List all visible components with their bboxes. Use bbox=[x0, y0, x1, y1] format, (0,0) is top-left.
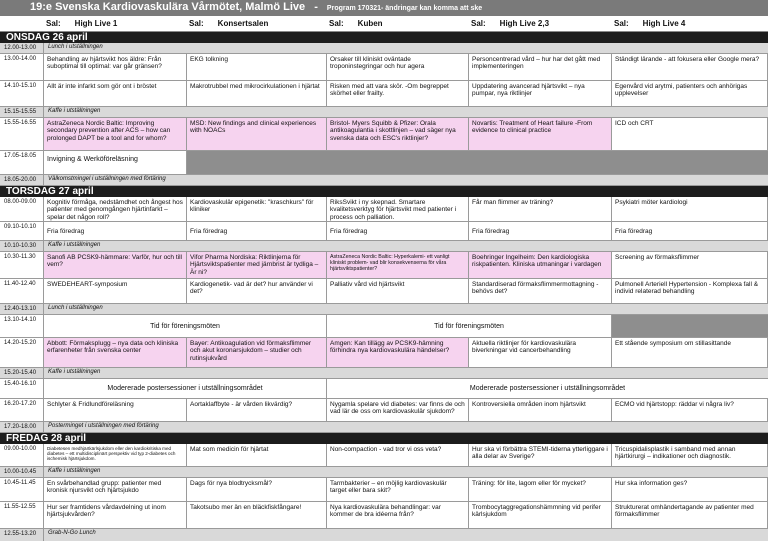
session-cell: Tricuspidalisplastik i samband med annan hjärtkirurgi – indikationer och diagnostik. bbox=[612, 444, 768, 466]
session-row bbox=[0, 222, 768, 241]
time-slot: 14.10-15.10 bbox=[0, 81, 44, 106]
session-cell: RiksSvikt i ny skepnad. Smartare kvalitetsverktyg för hjärtsvikt med patienter i process och palliation. bbox=[327, 197, 469, 221]
session-cell: Behandling av hjärtsvikt hos äldre: Från suboptimal till optimal: var går gränsen? bbox=[44, 54, 187, 80]
session-cell: Hur ser framtidens vårdavdelning ut inom hjärtsjukvården? bbox=[44, 502, 187, 528]
session-cell: Nygamla spelare vid diabetes: var finns de och vad lär de oss om kardiovaskulär sjukdom? bbox=[327, 399, 469, 421]
page-subtitle: Program 170321- ändringar kan komma att ske bbox=[326, 5, 483, 12]
time-slot: 16.20-17.20 bbox=[0, 399, 44, 421]
session-row bbox=[0, 478, 768, 502]
room-header-4: Sal: High Live 2,3 bbox=[471, 19, 550, 28]
session-cell: Fria föredrag bbox=[187, 222, 327, 240]
session-cell: Trombocytaggregationshämmning vid perifer kärlsjukdom bbox=[469, 502, 612, 528]
session-row bbox=[0, 81, 768, 107]
session-cell: SWEDEHEART-symposium bbox=[44, 279, 187, 303]
sponsored-session-cell: AstraZeneca Nordic Baltic: Improving secondary prevention after ACS – how can prolonged DAPT be a tool and for whom? bbox=[44, 118, 187, 150]
time-slot: 13.10-14.10 bbox=[0, 315, 44, 337]
session-cell: Pulmonell Arteriell Hypertension - Komplexa fall & individ relaterad behandling bbox=[612, 279, 768, 303]
session-cell: Kognitiv förmåga, nedstämdhet och ångest hos patienter med genomgången hjärtinfarkt – spelar det någon roll? bbox=[44, 197, 187, 221]
break-row bbox=[0, 422, 768, 433]
break-label: Kaffe i utställningen bbox=[48, 108, 101, 114]
session-cell: Standardiserad förmaksflimmermottagning - behövs det? bbox=[469, 279, 612, 303]
time-slot: 11.55-12.55 bbox=[0, 502, 44, 528]
time-slot: 15.55-16.55 bbox=[0, 118, 44, 150]
session-cell: Strukturerat omhändertagande av patienter med förmaksflimmer bbox=[612, 502, 768, 528]
sponsored-session-cell: Bristol- Myers Squibb & Pfizer: Orala antikoagulantia i skottlinjen – vad säger nya svenska data och ESC's riktlinjer? bbox=[327, 118, 469, 150]
day-friday: FREDAG 28 april bbox=[0, 433, 768, 444]
session-cell: Allt är inte infarkt som gör ont i bröstet bbox=[44, 81, 187, 106]
time-slot: 09.00-10.00 bbox=[0, 444, 44, 466]
break-row bbox=[0, 467, 768, 478]
time-slot: 10.45-11.45 bbox=[0, 478, 44, 501]
session-cell: En svårbehandlad grupp: patienter med kronisk njursvikt och hjärtsjukdo bbox=[44, 478, 187, 501]
session-row bbox=[0, 444, 768, 467]
session-cell: Risken med att vara skör. -Om begreppet skörhet eller frailty. bbox=[327, 81, 469, 106]
day-wednesday: ONSDAG 26 april bbox=[0, 32, 768, 43]
session-cell: Invigning & Werköföreläsning bbox=[44, 151, 187, 174]
break-row bbox=[0, 241, 768, 252]
spanning-session: Modererade postersessioner i utställningsområdet bbox=[469, 385, 626, 392]
session-cell: Egenvård vid arytmi, patienters och anhörigas upplevelser bbox=[612, 81, 768, 106]
session-cell: Hur ska information ges? bbox=[612, 478, 768, 501]
break-label: Kaffe i utställningen bbox=[48, 369, 101, 375]
break-label: Posterminget i utställningen med förtäring bbox=[48, 423, 159, 429]
session-row bbox=[0, 151, 768, 175]
spanning-session: Modererade postersessioner i utställningsområdet bbox=[44, 379, 327, 398]
session-cell: Tarmbakterier – en möjlig kardiovaskulär target eller bara skit? bbox=[327, 478, 469, 501]
session-cell: Uppdatering avancerad hjärtsvikt – nya pumpar, nya riktlinjer bbox=[469, 81, 612, 106]
session-cell: Dags för nya blodtrycksmål? bbox=[187, 478, 327, 501]
time-slot: 08.00-09.00 bbox=[0, 197, 44, 221]
session-cell: EKG tolkning bbox=[187, 54, 327, 80]
time-slot: 17.20-18.00 bbox=[0, 422, 44, 432]
session-cell: Fria föredrag bbox=[612, 222, 768, 240]
time-slot: 18.05-20.00 bbox=[0, 175, 44, 185]
session-cell: Kardiovaskulär epigenetik: "kraschkurs" för kliniker bbox=[187, 197, 327, 221]
session-cell: Fria föredrag bbox=[469, 222, 612, 240]
room-header-row bbox=[0, 16, 768, 32]
sponsored-session-cell: Bayer: Antikoagulation vid förmaksflimmer och akut koronarsjukdom – studier och rutinsjukvård bbox=[187, 338, 327, 367]
session-row bbox=[0, 502, 768, 529]
session-cell: Mat som medicin för hjärtat bbox=[187, 444, 327, 466]
session-cell: ICD och CRT bbox=[612, 118, 768, 150]
day-thursday: TORSDAG 27 april bbox=[0, 186, 768, 197]
break-row bbox=[0, 107, 768, 118]
break-row bbox=[0, 43, 768, 54]
session-row bbox=[0, 118, 768, 151]
break-label: Lunch i utställningen bbox=[48, 305, 103, 311]
time-slot: 12.55-13.20 bbox=[0, 529, 44, 541]
session-cell: Orsaker till kliniskt oväntade troponinstegringar och hur agera bbox=[327, 54, 469, 80]
room-header-5: Sal: High Live 4 bbox=[614, 19, 686, 28]
session-cell: ECMO vid hjärtstopp: räddar vi några liv? bbox=[612, 399, 768, 421]
session-cell: Schlyter & Fridlundföreläsning bbox=[44, 399, 187, 421]
time-slot: 10.30-11.30 bbox=[0, 252, 44, 278]
title-separator: - bbox=[314, 1, 318, 13]
break-row bbox=[0, 368, 768, 379]
time-slot: 12.00-13.00 bbox=[0, 43, 44, 53]
session-cell: Aktuella riktlinjer för kardiovaskulära biverkningar vid cancerbehandling bbox=[469, 338, 612, 367]
session-cell: Personcentrerad vård – hur har det gått med implementeringen bbox=[469, 54, 612, 80]
session-cell: Psykiatri möter kardiologi bbox=[612, 197, 768, 221]
break-row bbox=[0, 304, 768, 315]
session-cell: Träning: för lite, lagom eller för mycket? bbox=[469, 478, 612, 501]
break-label: Kaffe i utställningen bbox=[48, 242, 101, 248]
break-label: Lunch i utställningen bbox=[48, 44, 103, 50]
session-cell: Ständigt lärande - att fokusera eller Google mera? bbox=[612, 54, 768, 80]
break-label: Kaffe i utställningen bbox=[48, 468, 101, 474]
page-title: 19:e Svenska Kardiovaskulära Vårmötet, Malmö Live - Program 170321- ändringar kan komma att ske bbox=[30, 1, 483, 13]
time-slot: 12.40-13.10 bbox=[0, 304, 44, 314]
time-slot: 15.15-15.55 bbox=[0, 107, 44, 117]
session-cell: Får man flimmer av träning? bbox=[469, 197, 612, 221]
sponsored-session-cell: Amgen: Kan tillägg av PCSK9-hämning förhindra nya kardiovaskulära händelser? bbox=[327, 338, 469, 367]
spanning-session: Tid för föreningsmöten bbox=[44, 315, 327, 337]
session-cell: Hur ska vi förbättra STEMI-tiderna ytterliggare i alla delar av Sverige? bbox=[469, 444, 612, 466]
break-row bbox=[0, 175, 768, 186]
session-row bbox=[0, 252, 768, 279]
time-slot: 15.20-15.40 bbox=[0, 368, 44, 378]
session-cell: Fria föredrag bbox=[327, 222, 469, 240]
title-bar bbox=[0, 0, 768, 16]
time-slot: 14.20-15.20 bbox=[0, 338, 44, 367]
session-cell: Screening av förmaksflimmer bbox=[612, 252, 768, 278]
sponsored-session-cell: Abbott: Förmaksplugg – nya data och kliniska erfarenheter från svenska center bbox=[44, 338, 187, 367]
sponsored-session-cell: Vifor Pharma Nordiska: Riktlinjerna för Hjärtsviktspatienter med järnbrist är tydliga – Är ni? bbox=[187, 252, 327, 278]
session-cell: Non-compaction - vad tror vi oss veta? bbox=[327, 444, 469, 466]
session-cell: Nya kardiovaskulära behandlingar: var kommer de bra idéerna från? bbox=[327, 502, 469, 528]
time-slot: 10.10-10.30 bbox=[0, 241, 44, 251]
time-slot: 17.05-18.05 bbox=[0, 151, 44, 174]
session-cell: Makrotrubbel med mikrocirkulationen i hjärtat bbox=[187, 81, 327, 106]
sponsored-session-cell: Boehringer Ingelheim: Den kardiologiska riskpatienten. Kliniska utmaningar i vardagen bbox=[469, 252, 612, 278]
empty-cell bbox=[187, 151, 768, 174]
time-slot: 11.40-12.40 bbox=[0, 279, 44, 303]
break-label: Välkomstmingel i utställningen med förtäring bbox=[48, 176, 166, 182]
session-cell: Aortaklaffbyte - är vården likvärdig? bbox=[187, 399, 327, 421]
room-header-2: Sal: Konsertsalen bbox=[189, 19, 269, 28]
break-row bbox=[0, 529, 768, 541]
room-header-3: Sal: Kuben bbox=[329, 19, 383, 28]
empty-cell bbox=[612, 315, 768, 337]
spanning-session: Tid för föreningsmöten bbox=[327, 315, 612, 337]
session-cell: Takotsubo mer än en bläckfiskfångare! bbox=[187, 502, 327, 528]
session-cell: Ett stående symposium om stillasittande bbox=[612, 338, 768, 367]
time-slot: 10.00-10.45 bbox=[0, 467, 44, 477]
session-row bbox=[0, 279, 768, 304]
session-cell: Kardiogenetik- vad är det? hur använder vi det? bbox=[187, 279, 327, 303]
sponsored-session-cell: MSD: New findings and clinical experiences with NOACs bbox=[187, 118, 327, 150]
time-slot: 15.40-16.10 bbox=[0, 379, 44, 398]
session-row bbox=[0, 338, 768, 368]
session-row bbox=[0, 54, 768, 81]
sponsored-session-cell: AstraZeneca Nordic Baltic: Hyperkalemi- ett vanligt kliniskt problem- vad blir konsekvenserna för våra hjärtsviktspatienter? bbox=[327, 252, 469, 278]
session-row bbox=[0, 197, 768, 222]
session-row bbox=[0, 379, 768, 399]
session-cell: Palliativ vård vid hjärtsvikt bbox=[327, 279, 469, 303]
time-slot: 09.10-10.10 bbox=[0, 222, 44, 240]
session-cell: Kontroversiella områden inom hjärtsvikt bbox=[469, 399, 612, 421]
session-row bbox=[0, 399, 768, 422]
session-row bbox=[0, 315, 768, 338]
session-cell: Diabetesen medhjärtkärlsjukdom eller den kardiokritiska med diabetes – ett multidisciplinärt perspektiv vid typ 2-diabetes och ischemisk hjärtsjukdom. bbox=[44, 444, 187, 466]
break-label: Grab-N-Go Lunch bbox=[48, 530, 96, 536]
room-header-1: Sal: High Live 1 bbox=[46, 19, 118, 28]
session-cell: Fria föredrag bbox=[44, 222, 187, 240]
sponsored-session-cell: Sanofi AB PCSK9-hämmare: Varför, hur och till vem? bbox=[44, 252, 187, 278]
time-slot: 13.00-14.00 bbox=[0, 54, 44, 80]
sponsored-session-cell: Novartis: Treatment of Heart failure -From evidence to clinical practice bbox=[469, 118, 612, 150]
